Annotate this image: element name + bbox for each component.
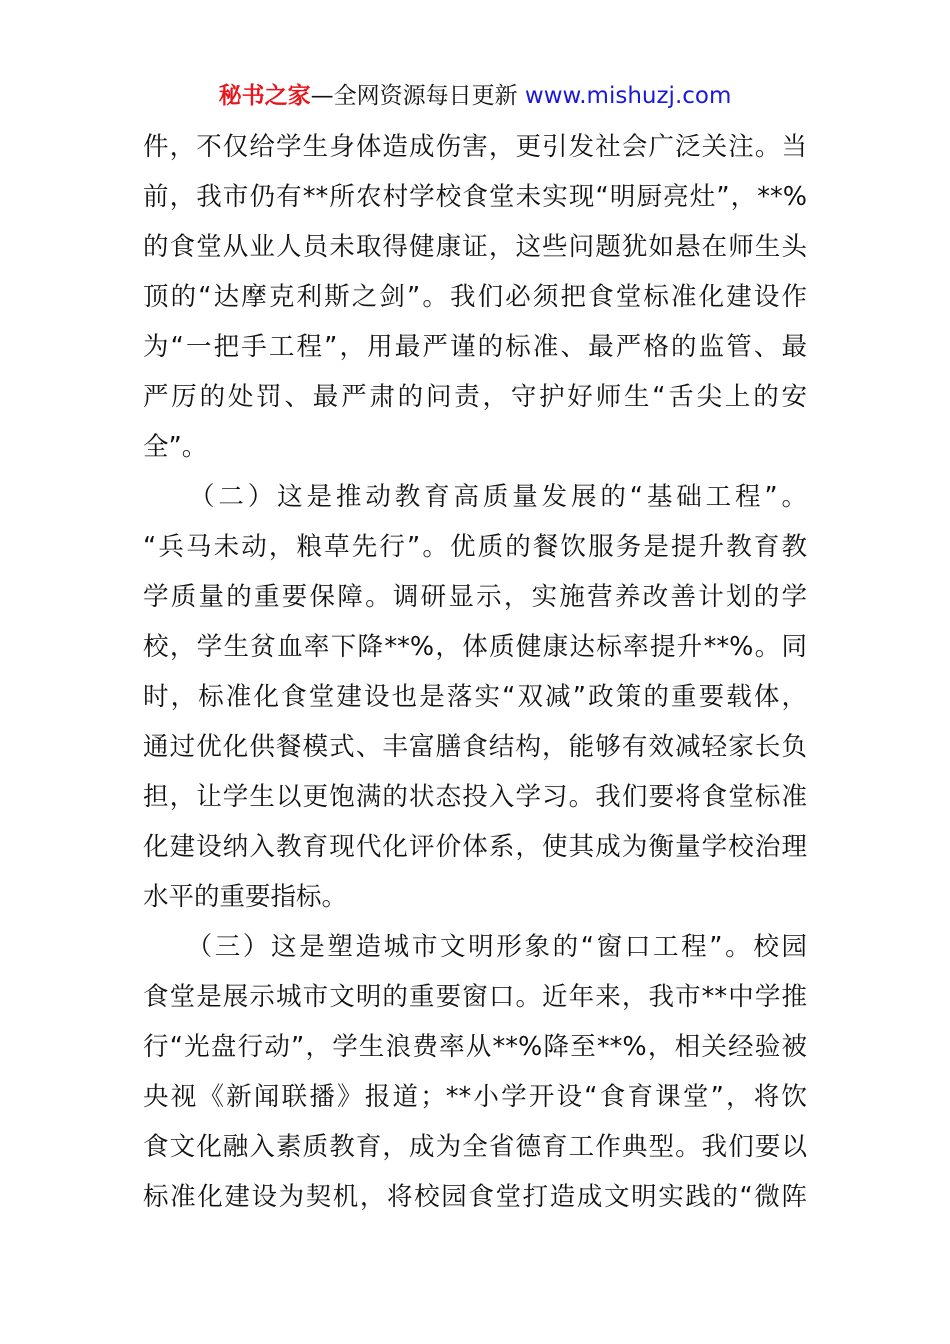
- text-line: 全”。: [143, 432, 208, 462]
- text-line: 水平的重要指标。: [143, 882, 348, 912]
- text-line: 校，学生贫血率下降**%，体质健康达标率提升**%。同: [143, 632, 807, 662]
- text-line: 顶的“达摩克利斯之剑”。我们必须把食堂标准化建设作: [143, 282, 807, 312]
- text-line: 化建设纳入教育现代化评价体系，使其成为衡量学校治理: [143, 832, 807, 862]
- text-line: 食堂是展示城市文明的重要窗口。近年来，我市**中学推: [143, 982, 807, 1012]
- text-line: 学质量的重要保障。调研显示，实施营养改善计划的学: [143, 582, 807, 612]
- site-header: [0, 80, 950, 112]
- section-heading-line: （二）这是推动教育高质量发展的“基础工程”。: [143, 482, 807, 512]
- text-line: 央视《新闻联播》报道；**小学开设“食育课堂”，将饮: [143, 1082, 807, 1112]
- site-brand: 秘书之家: [218, 83, 311, 109]
- section-heading-line: （三）这是塑造城市文明形象的“窗口工程”。校园: [143, 932, 807, 962]
- text-line: 担，让学生以更饱满的状态投入学习。我们要将食堂标准: [143, 782, 807, 812]
- site-tagline: —全网资源每日更新: [310, 83, 518, 109]
- text-line: 严厉的处罚、最严肃的问责，守护好师生“舌尖上的安: [143, 382, 807, 412]
- text-line: 的食堂从业人员未取得健康证，这些问题犹如悬在师生头: [143, 232, 807, 262]
- site-url-link[interactable]: www.mishuzj.com: [524, 83, 732, 109]
- text-line: “兵马未动，粮草先行”。优质的餐饮服务是提升教育教: [143, 532, 807, 562]
- text-line: 时，标准化食堂建设也是落实“双减”政策的重要载体，: [143, 682, 807, 712]
- text-line: 件，不仅给学生身体造成伤害，更引发社会广泛关注。当: [143, 132, 807, 162]
- document-body: [143, 122, 807, 1222]
- text-line: 食文化融入素质教育，成为全省德育工作典型。我们要以: [143, 1132, 807, 1162]
- text-line: 前，我市仍有**所农村学校食堂未实现“明厨亮灶”，**%: [143, 182, 807, 212]
- text-line: 行“光盘行动”，学生浪费率从**%降至**%，相关经验被: [143, 1032, 807, 1062]
- text-line: 通过优化供餐模式、丰富膳食结构，能够有效减轻家长负: [143, 732, 807, 762]
- text-line: 标准化建设为契机，将校园食堂打造成文明实践的“微阵: [143, 1182, 807, 1212]
- text-line: 为“一把手工程”，用最严谨的标准、最严格的监管、最: [143, 332, 807, 362]
